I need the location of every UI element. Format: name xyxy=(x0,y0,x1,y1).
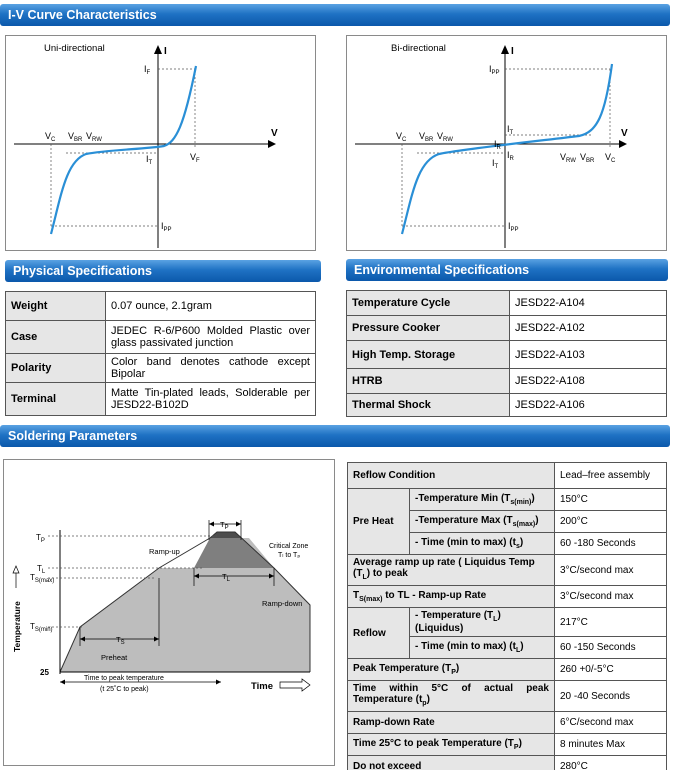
tsmin-label: $T_{S(min)}$ xyxy=(30,622,53,633)
peak-temp-value: 260 +0/-5°C xyxy=(555,659,667,681)
spec-value: Matte Tin-plated leads, Solderable per JESD22-B102D xyxy=(106,383,316,416)
time-to-peak-label: Time 25°C to peak Temperature $(T_P)$ xyxy=(348,734,555,756)
iv-uni-panel xyxy=(5,35,316,251)
iv-bi-panel xyxy=(346,35,667,251)
preheat-tmax-value: 200°C xyxy=(555,511,667,533)
rampdown-text: Ramp-down xyxy=(262,599,303,608)
iv-bi-chart xyxy=(347,36,668,252)
ttp-arrow-left xyxy=(60,680,65,685)
time-within-peak-label: Time within 5°C of actual peak Temperature $(t_p)$ xyxy=(348,681,555,712)
iv-bi-v-arrow xyxy=(619,140,627,148)
physical-spec-table xyxy=(5,291,316,416)
table-row xyxy=(348,681,667,712)
soldering-table xyxy=(347,462,667,770)
soldering-section-title: Soldering Parameters xyxy=(0,425,670,447)
iv-bi-curve xyxy=(402,64,612,234)
spec-label: High Temp. Storage xyxy=(347,341,510,369)
tsmax-to-tl-value: 3°C/second max xyxy=(555,586,667,608)
tp-width-label: $T_P$ xyxy=(220,520,229,531)
table-row xyxy=(348,712,667,734)
iv-uni-vrw-label: $V_{RW}$ xyxy=(86,131,102,143)
iv-bi-ir-bottom-label: $I_R$ xyxy=(507,150,514,162)
rampup-area xyxy=(60,538,221,672)
iv-uni-vc-label: $V_C$ xyxy=(45,131,56,143)
ts-width-label: $T_S$ xyxy=(116,635,125,646)
spec-label: Temperature Cycle xyxy=(347,291,510,316)
table-row xyxy=(6,321,316,354)
iv-section-title: I-V Curve Characteristics xyxy=(0,4,670,26)
spec-value: Color band denotes cathode except Bipolar xyxy=(106,354,316,383)
time-to-peak-line1: Time to peak temperature xyxy=(84,675,164,682)
rampup-text: Ramp-up xyxy=(149,547,180,556)
reflow-profile-diagram xyxy=(4,460,336,767)
physical-section-title: Physical Specifications xyxy=(5,260,321,282)
reflow-condition-value: Lead–free assembly xyxy=(555,463,667,489)
preheat-tmin-label: -Temperature Min $(T_{s(min)})$ xyxy=(410,489,555,511)
profile-xlabel: Time xyxy=(251,681,274,692)
spec-label: Case xyxy=(6,321,106,354)
iv-uni-v-arrow xyxy=(268,140,276,148)
spec-value: JESD22-A102 xyxy=(510,316,667,341)
table-row xyxy=(348,489,667,511)
reflow-time-label: - Time (min to max) $(t_L)$ xyxy=(410,637,555,659)
iv-bi-it-top-label: $I_T$ xyxy=(507,124,514,136)
spec-label: Pressure Cooker xyxy=(347,316,510,341)
tp-arrow-right xyxy=(236,522,241,527)
spec-label: Thermal Shock xyxy=(347,394,510,417)
ramp-down-rate-value: 6°C/second max xyxy=(555,712,667,734)
iv-bi-vc-left-label: $V_C$ xyxy=(396,131,407,143)
tp-arrow-left xyxy=(209,522,214,527)
ttp-arrow-right xyxy=(216,680,221,685)
critical-zone-line2: Tₗ to Tₚ xyxy=(278,552,301,559)
preheat-text: Preheat xyxy=(101,653,128,662)
iv-bi-vbr-right-label: $V_{BR}$ xyxy=(580,152,595,164)
environmental-section-title: Environmental Specifications xyxy=(346,259,668,281)
iv-bi-ir-top-label: $I_R$ xyxy=(494,139,501,151)
iv-uni-curve xyxy=(51,66,196,234)
spec-value: JESD22-A108 xyxy=(510,369,667,394)
iv-uni-vbr-label: $V_{BR}$ xyxy=(68,131,83,143)
tl-label: $T_L$ xyxy=(37,564,46,575)
spec-label: Weight xyxy=(6,292,106,321)
reflow-group-label: Reflow xyxy=(348,608,410,659)
ramp-down-rate-label: Ramp-down Rate xyxy=(348,712,555,734)
table-row xyxy=(348,756,667,770)
spec-label: HTRB xyxy=(347,369,510,394)
iv-uni-if-label: $I_F$ xyxy=(144,64,151,76)
table-row xyxy=(6,383,316,416)
spec-value: JESD22-A106 xyxy=(510,394,667,417)
table-row xyxy=(348,555,667,586)
xlabel-arrow xyxy=(280,679,310,691)
iv-bi-vc-right-label: $V_C$ xyxy=(605,152,616,164)
iv-uni-title: Uni-directional xyxy=(44,43,105,54)
table-row xyxy=(348,659,667,681)
profile-ylabel: Temperature xyxy=(12,601,22,652)
preheat-tmin-value: 150°C xyxy=(555,489,667,511)
table-row xyxy=(348,608,667,637)
iv-bi-vrw-left-label: $V_{RW}$ xyxy=(437,131,453,143)
reflow-condition-label: Reflow Condition xyxy=(348,463,555,489)
iv-uni-axis-v: V xyxy=(271,128,278,139)
spec-value: JESD22-A104 xyxy=(510,291,667,316)
table-row xyxy=(347,369,667,394)
do-not-exceed-label: Do not exceed xyxy=(348,756,555,770)
table-row xyxy=(6,292,316,321)
environmental-spec-table xyxy=(346,290,667,417)
ylabel-arrow-head xyxy=(13,566,19,573)
iv-bi-axis-v: V xyxy=(621,128,628,139)
iv-bi-title: Bi-directional xyxy=(391,43,446,54)
iv-bi-ipp-label: $I_{PP}$ xyxy=(489,64,500,76)
iv-bi-vrw-right-label: $V_{RW}$ xyxy=(560,152,576,164)
preheat-time-label: - Time (min to max) $(t_s)$ xyxy=(410,533,555,555)
critical-zone-line1: Critical Zone xyxy=(269,543,309,550)
tp-label: $T_P$ xyxy=(36,533,45,544)
spec-label: Polarity xyxy=(6,354,106,383)
preheat-group-label: Pre Heat xyxy=(348,489,410,555)
preheat-tmax-label: -Temperature Max $(T_{s(max)})$ xyxy=(410,511,555,533)
table-row xyxy=(347,394,667,417)
reflow-time-value: 60 -150 Seconds xyxy=(555,637,667,659)
time-to-peak-line2: (t 25˚C to peak) xyxy=(100,686,149,693)
iv-bi-ipp-neg-label: $I_{PP}$ xyxy=(508,221,519,233)
iv-uni-i-arrow xyxy=(154,45,162,54)
do-not-exceed-value: 280°C xyxy=(555,756,667,770)
tl-width-label: $T_L$ xyxy=(222,572,230,583)
iv-bi-vbr-left-label: $V_{BR}$ xyxy=(419,131,434,143)
iv-uni-it-label: $I_T$ xyxy=(146,154,153,166)
ramp-up-rate-label: Average ramp up rate ( Liquidus Temp $(T_L)$ to peak xyxy=(348,555,555,586)
table-row xyxy=(347,341,667,369)
spec-value: 0.07 ounce, 2.1gram xyxy=(106,292,316,321)
iv-bi-i-arrow xyxy=(501,45,509,54)
table-row xyxy=(347,316,667,341)
iv-bi-axis-i: I xyxy=(511,46,514,57)
table-row xyxy=(348,734,667,756)
table-row xyxy=(348,463,667,489)
iv-uni-ipp-label: $I_{PP}$ xyxy=(161,221,172,233)
t25-label: 25 xyxy=(40,668,49,677)
peak-temp-label: Peak Temperature $(T_P)$ xyxy=(348,659,555,681)
preheat-time-value: 60 -180 Seconds xyxy=(555,533,667,555)
tsmax-to-tl-label: $T_{S(max)}$ to TL - Ramp-up Rate xyxy=(348,586,555,608)
spec-value: JEDEC R-6/P600 Molded Plastic over glass passivated junction xyxy=(106,321,316,354)
spec-value: JESD22-A103 xyxy=(510,341,667,369)
iv-uni-chart xyxy=(6,36,317,252)
table-row xyxy=(347,291,667,316)
reflow-temp-value: 217°C xyxy=(555,608,667,637)
reflow-temp-label: - Temperature $(T_L)$ (Liquidus) xyxy=(410,608,555,637)
table-row xyxy=(348,586,667,608)
iv-bi-it-bottom-label: $I_T$ xyxy=(492,158,499,170)
critical-zone xyxy=(194,538,274,568)
table-row xyxy=(6,354,316,383)
tsmax-label: $T_{S(max)}$ xyxy=(30,573,55,584)
reflow-profile-panel xyxy=(3,459,335,766)
time-to-peak-value: 8 minutes Max xyxy=(555,734,667,756)
iv-uni-axis-i: I xyxy=(164,46,167,57)
iv-uni-vf-label: $V_F$ xyxy=(190,152,200,164)
ramp-up-rate-value: 3°C/second max xyxy=(555,555,667,586)
time-within-peak-value: 20 -40 Seconds xyxy=(555,681,667,712)
spec-label: Terminal xyxy=(6,383,106,416)
